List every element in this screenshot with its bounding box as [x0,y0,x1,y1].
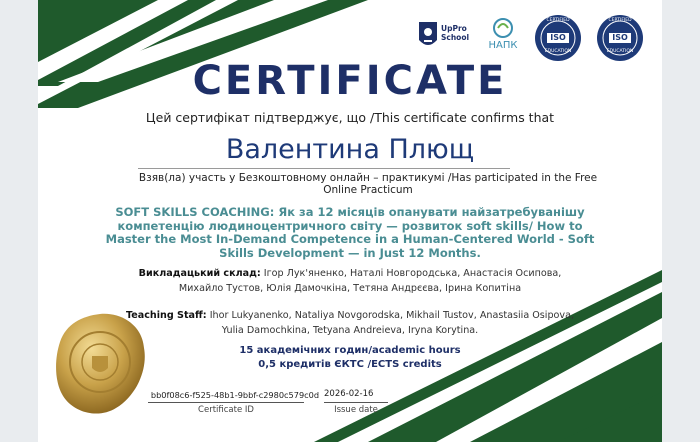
recipient-name: Валентина Плющ [225,134,475,165]
iso-badge-1-top: CERTIFIED [546,18,570,23]
participation-text: Взяв(ла) участь у Безкоштовному онлайн – практикумі /Has participated in the Free Online Practicum [138,172,598,196]
uppro-school-text: UpPro School [441,24,470,42]
certificate [38,0,662,442]
academic-hours [158,344,542,372]
iso-badge-1-bottom: EDUCATION [544,49,572,54]
iso-badge-1-center: ISO [550,33,566,42]
iso-badge-2-top: CERTIFIED [608,18,632,23]
teaching-staff-ua-label: Викладацький склад: [138,268,261,279]
certificate-id-line [148,402,304,403]
ects-credits-line: 0,5 кредитів ЄКТС /ECTS credits [258,359,442,370]
course-title: SOFT SKILLS COACHING: Як за 12 місяців опанувати найзатребуванішу компетенцію людиноцентричного світу — розвиток soft skills/ How to Master the Most In-Demand Competence in a Human-Centered World - Soft Skills Development — in Just 12 Months. [105,205,595,260]
teaching-staff-ua [118,266,582,296]
teaching-staff-en [118,308,582,338]
gold-seal [52,310,148,420]
academic-hours-line: 15 академічних годин/academic hours [239,345,461,356]
iso-badge-2-bottom: EDUCATION [606,49,634,54]
issue-date-value: 2026-02-16 [324,389,374,399]
teaching-staff-en-names: Ihor Lukyanenko, Nataliya Novgorodska, Mikhail Tustov, Anastasiia Osipova, Yulia Damochkina, Tetyana Andreieva, Iryna Korytina. [209,310,575,336]
issue-date-line [324,402,388,403]
confirmation-subtitle: Цей сертифікат підтверджує, що /This certificate confirms that [145,110,555,125]
certificate-title: CERTIFICATE [192,58,508,104]
napk-emblem [490,16,516,40]
iso-badge-2-center: ISO [612,33,628,42]
name-underline [138,168,510,169]
issue-date-label: Issue date [334,405,378,415]
certificate-id-label: Certificate ID [198,405,254,415]
napk-text: НАПК [488,40,518,51]
teaching-staff-en-label: Teaching Staff: [125,310,207,321]
certificate-id-value: bb0f08c6-f525-48b1-9bbf-c2980c579c0d [150,390,320,400]
teaching-staff-ua-names: Ігор Лук'яненко, Наталі Новгородська, Анастасія Осипова, Михайло Тустов, Юлія Дамочкіна, Тетяна Андрєєва, Ірина Копитіна [178,268,562,294]
